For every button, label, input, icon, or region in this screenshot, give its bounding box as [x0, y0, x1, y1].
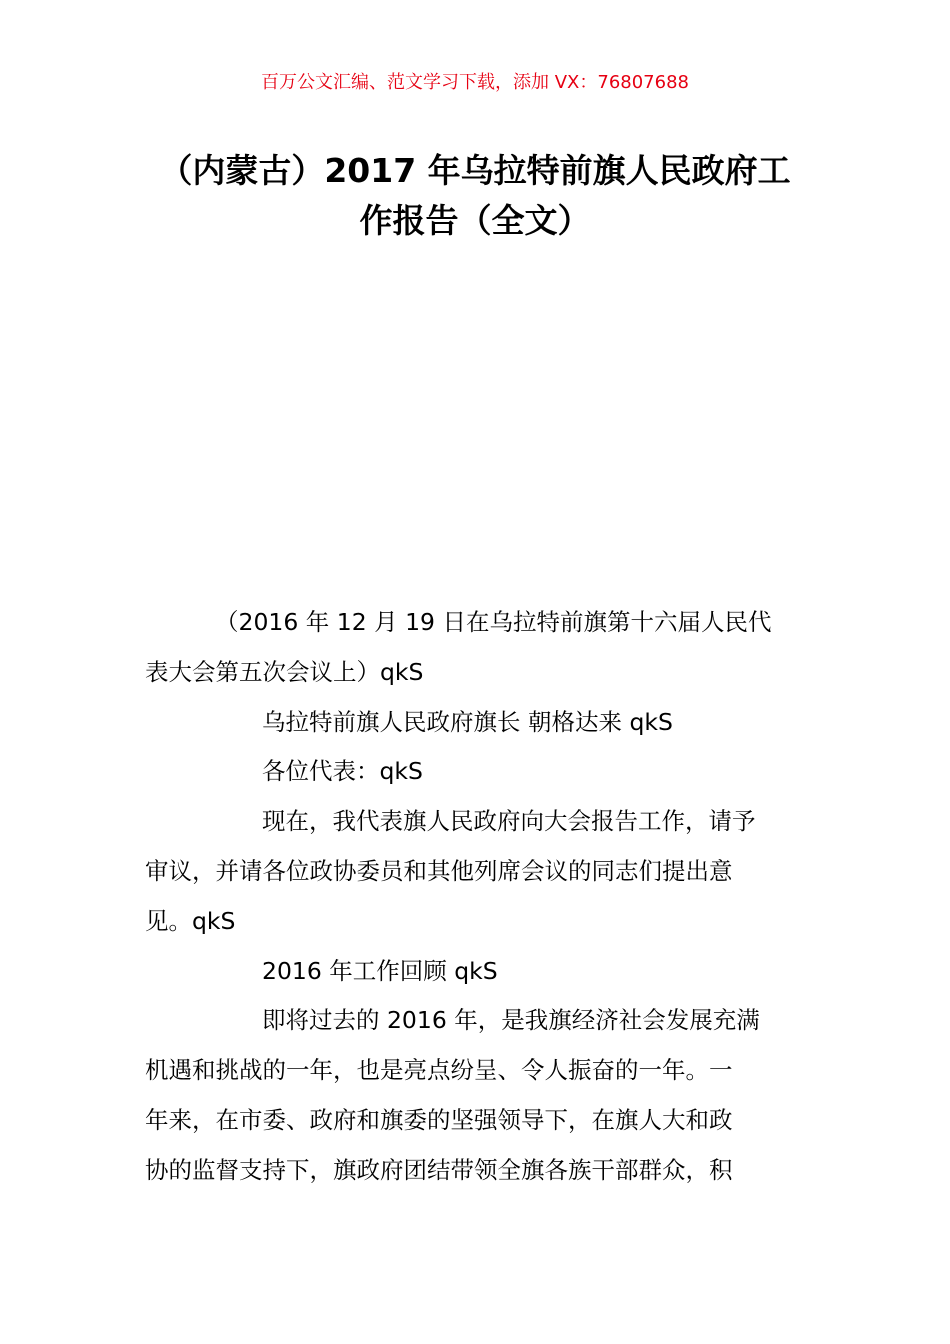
- paragraph-line: 现在，我代表旗人民政府向大会报告工作，请予: [262, 807, 756, 836]
- paragraph-line: 即将过去的 2016 年，是我旗经济社会发展充满: [262, 1006, 760, 1035]
- section-heading: 2016 年工作回顾 qkS: [262, 956, 498, 985]
- paragraph-line: 协的监督支持下，旗政府团结带领全旗各族干部群众，积: [145, 1155, 733, 1184]
- meeting-info-line: 表大会第五次会议上）qkS: [145, 657, 424, 686]
- title-line-1: （内蒙古）2017 年乌拉特前旗人民政府工: [159, 151, 791, 190]
- meeting-info-line: （2016 年 12 月 19 日在乌拉特前旗第十六届人民代: [215, 608, 772, 636]
- paragraph-line: 年来，在市委、政府和旗委的坚强领导下，在旗人大和政: [145, 1105, 733, 1134]
- paragraph-line: 见。qkS: [145, 906, 236, 935]
- title-line-2: 作报告（全文）: [359, 201, 591, 240]
- document-title: [140, 146, 810, 246]
- speaker-line: 乌拉特前旗人民政府旗长 朝格达来 qkS: [262, 707, 673, 736]
- download-banner: 百万公文汇编、范文学习下载，添加 VX：76807688: [261, 72, 689, 93]
- paragraph-line: 机遇和挑战的一年，也是亮点纷呈、令人振奋的一年。一: [145, 1056, 733, 1085]
- salutation-line: 各位代表：qkS: [262, 757, 423, 786]
- paragraph-line: 审议，并请各位政协委员和其他列席会议的同志们提出意: [145, 856, 733, 885]
- document-body: [145, 598, 815, 1196]
